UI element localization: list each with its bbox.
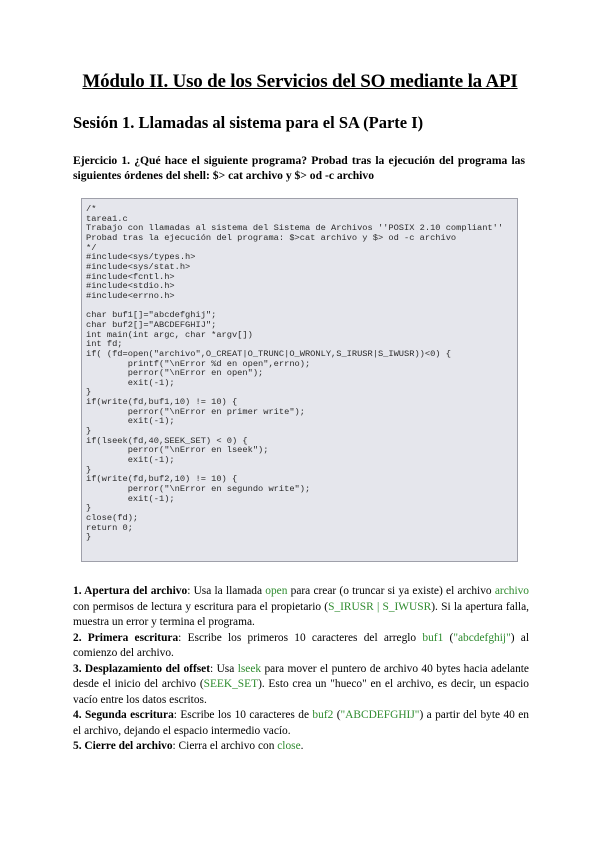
step-lseek-heading: 3. Desplazamiento del offset [73, 662, 211, 675]
step-open-text-1: : Usa la llamada [187, 585, 266, 597]
code-buf1: buf1 [422, 631, 444, 644]
step-lseek-text-1: : Usa [210, 662, 238, 675]
step-close [73, 739, 529, 755]
step-second-write-heading: 4. Segunda escritura [73, 709, 174, 721]
step-lseek [73, 662, 529, 709]
step-open [73, 584, 529, 631]
code-buf2-value: "ABCDEFGHIJ" [340, 709, 420, 721]
step-first-write-heading: 2. Primera escritura [73, 631, 179, 644]
step-second-write [73, 708, 529, 739]
code-permissions: S_IRUSR | S_IWUSR [328, 600, 432, 613]
code-archivo: archivo [494, 585, 529, 597]
code-listing-box [81, 198, 518, 562]
step-lseek-text-2: para mover el puntero de archivo 40 bytes hacia adelante desde el inicio del archivo ( [73, 662, 529, 690]
step-first-write-text-2: ( [443, 631, 454, 644]
exercise-text: ¿Qué hace el siguiente programa? Probad tras la ejecución del programa las siguientes órdenes del shell: $> cat archivo y $> od -c archivo [73, 154, 525, 182]
code-close: close [277, 740, 301, 752]
step-lseek-text-3: ). Esto crea un "hueco" en el archivo, es decir, un espacio vacío entre los datos escritos. [73, 678, 530, 706]
exercise-label: Ejercicio 1. [73, 154, 131, 167]
code-seek-set: SEEK_SET [203, 678, 259, 690]
step-close-text-1: : Cierra el archivo con [172, 740, 278, 752]
explanation-list [73, 584, 529, 755]
code-open: open [265, 585, 288, 597]
step-first-write [73, 631, 529, 662]
step-first-write-text-3: ) al comienzo del archivo. [73, 631, 529, 659]
step-second-write-text-3: ) a partir del byte 40 en el archivo, dejando el espacio intermedio vacío. [73, 709, 529, 737]
code-lseek: lseek [237, 662, 262, 675]
code-listing: /* tarea1.c Trabajo con llamadas al sistema del Sistema de Archivos ''POSIX 2.10 compliant'' Probad tras la ejecución del programa: $>cat archivo y $> od -c archivo */ #include<sys/types.h> #include<sys/stat.h> #include<fcntl.h> #include<stdio.h> #include<errno.h> char buf1[]="abcdefghij"; char buf2[]="ABCDEFGHIJ"; int main(int argc, char *argv[]) int fd; if( (fd=open("archivo",O_CREAT|O_TRUNC|O_WRONLY,S_IRUSR|S_IWUSR))<0) { printf("\nError %d en open",errno); perror("\nError en open"); exit(-1); } if(write(fd,buf1,10) != 10) { perror("\nError en primer write"); exit(-1); } if(lseek(fd,40,SEEK_SET) < 0) { perror("\nError en lseek"); exit(-1); } if(write(fd,buf2,10) != 10) { perror("\nError en segundo write"); exit(-1); } close(fd); return 0; } [86, 204, 504, 543]
step-second-write-text-2: ( [333, 709, 341, 721]
step-open-text-3: con permisos de lectura y escritura para el propietario ( [73, 600, 329, 613]
code-buf2: buf2 [312, 709, 334, 721]
code-buf1-value: "abcdefghij" [453, 631, 511, 644]
exercise-statement [73, 153, 525, 183]
step-close-text-2: . [300, 740, 304, 752]
step-open-text-4: ). Si la apertura falla, muestra un error y termina el programa. [73, 600, 529, 628]
step-close-heading: 5. Cierre del archivo [73, 740, 173, 752]
page-title: Módulo II. Uso de los Servicios del SO mediante la API [82, 71, 518, 92]
step-first-write-text-1: : Escribe los primeros 10 caracteres del arreglo [178, 631, 423, 644]
section-heading: Sesión 1. Llamadas al sistema para el SA (Parte I) [73, 113, 424, 132]
step-open-heading: 1. Apertura del archivo [73, 585, 188, 597]
step-second-write-text-1: : Escribe los 10 caracteres de [173, 709, 313, 721]
step-open-text-2: para crear (o truncar si ya existe) el archivo [287, 585, 495, 597]
